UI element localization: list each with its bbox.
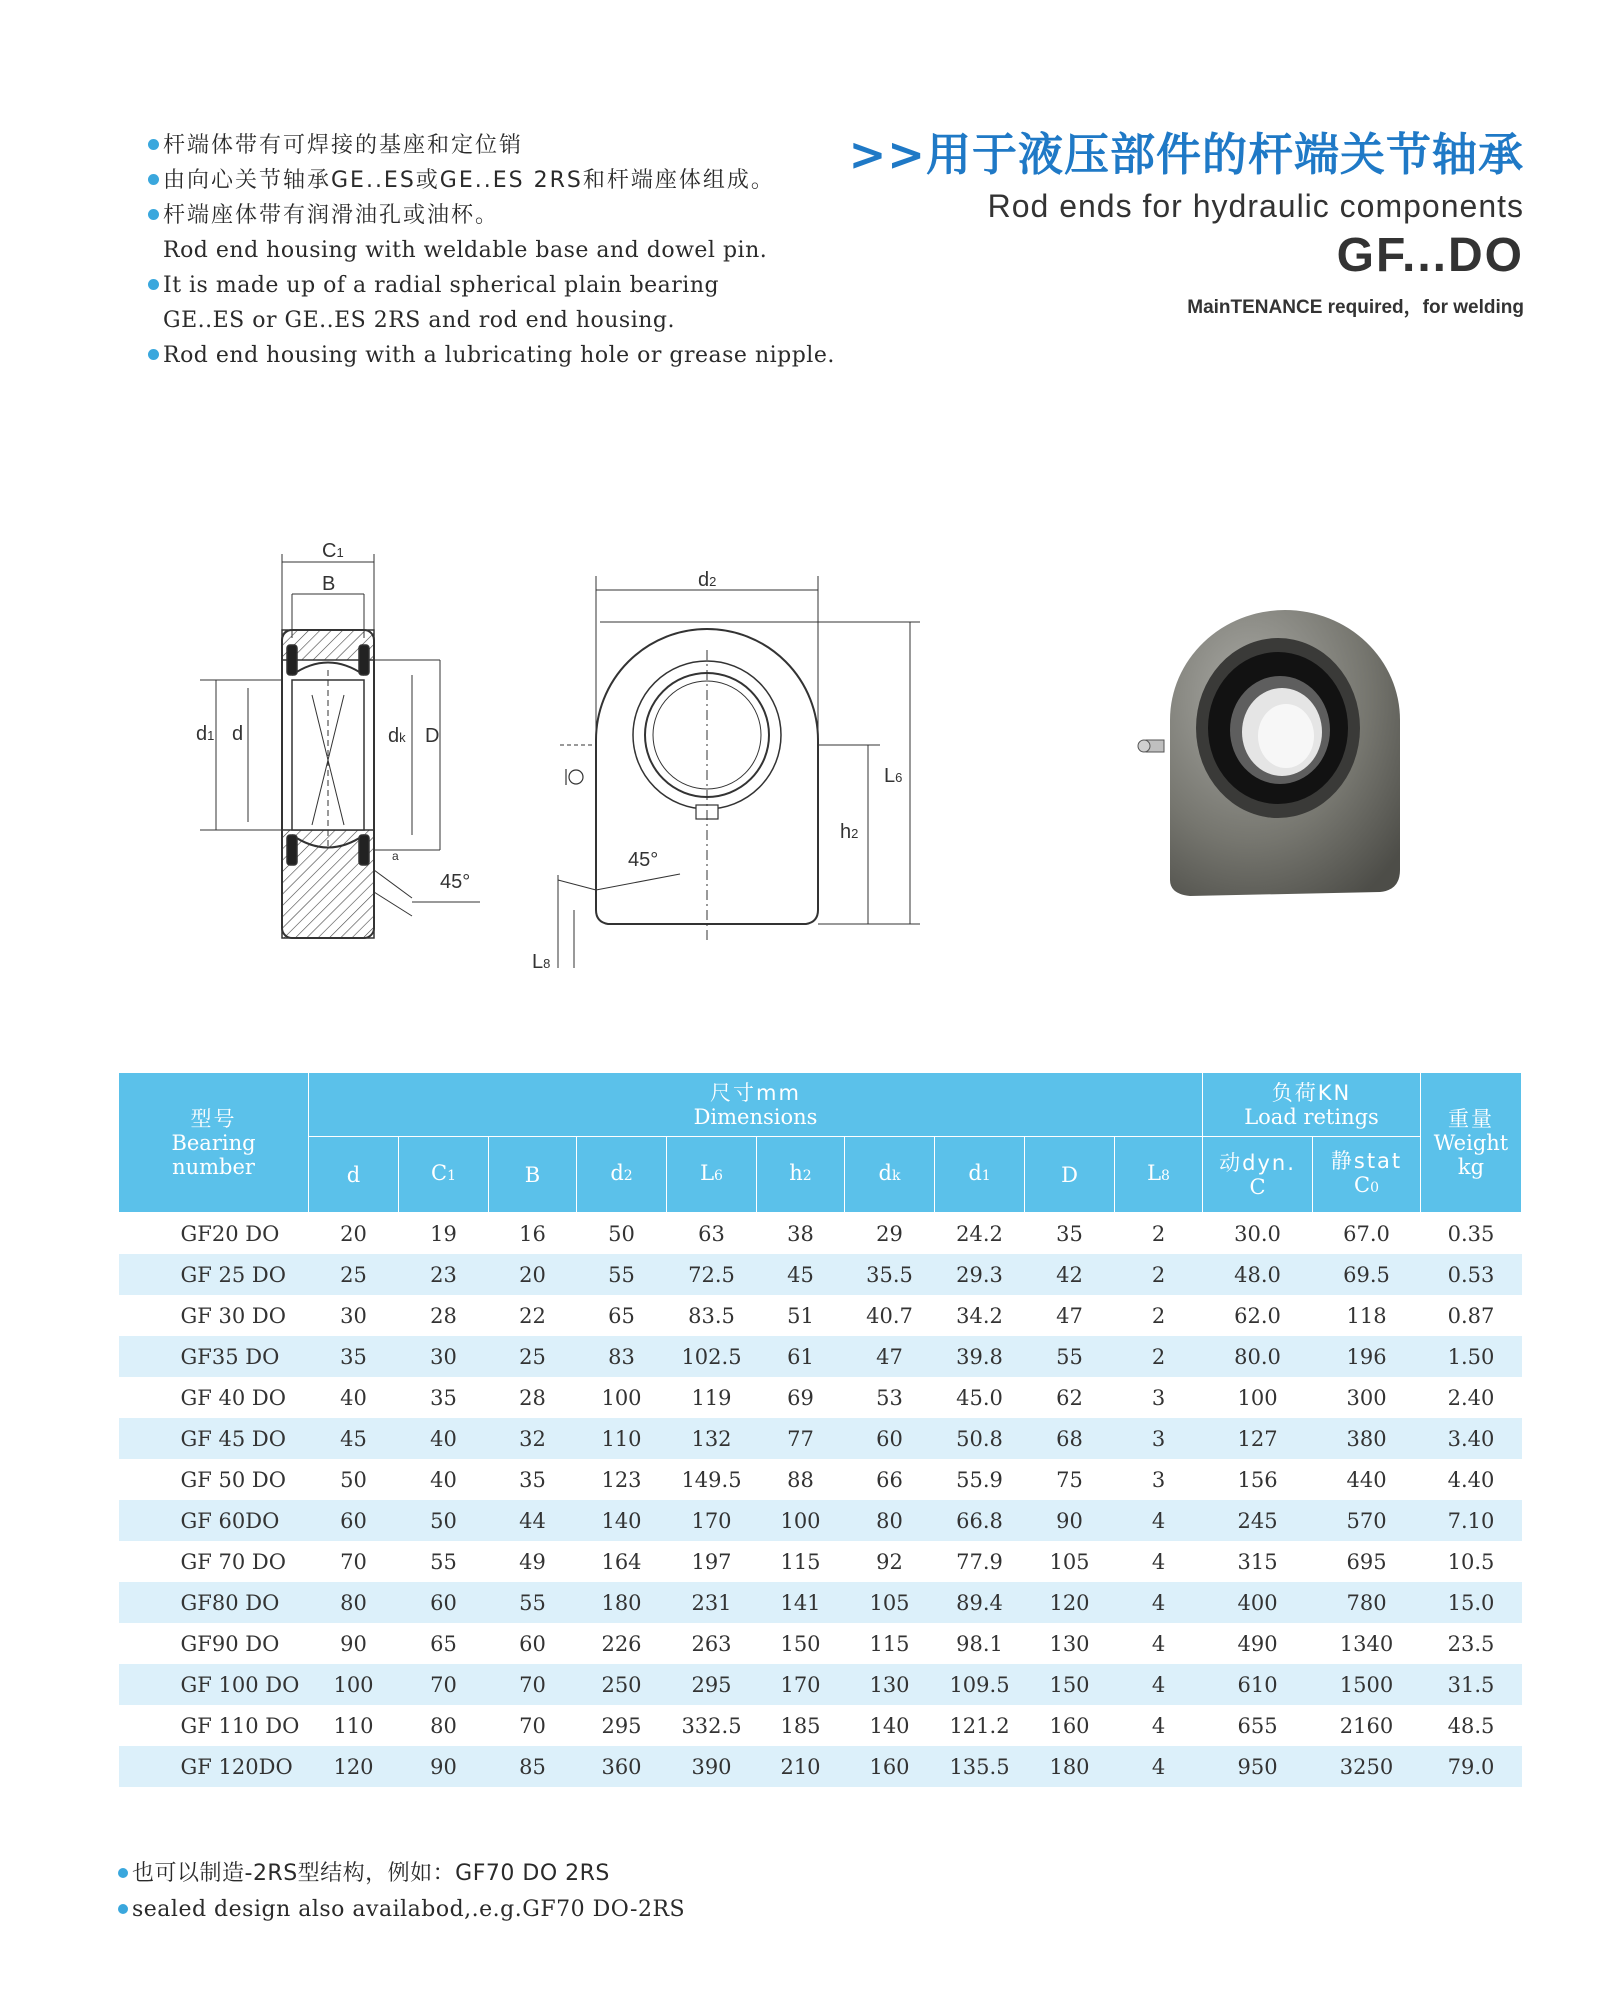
table-row bbox=[119, 1254, 1522, 1295]
table-cell: 25 bbox=[489, 1336, 577, 1377]
bearing-number-cell: GF80 DO bbox=[119, 1582, 309, 1623]
table-cell: 2.40 bbox=[1447, 1385, 1495, 1410]
table-cell: 40.7 bbox=[866, 1303, 913, 1328]
label-d: d bbox=[232, 723, 244, 745]
table-cell: 0.53 bbox=[1421, 1254, 1522, 1295]
table-row bbox=[119, 1500, 1522, 1541]
table-cell: 23.5 bbox=[1447, 1631, 1495, 1656]
page-subtitle: MainTENANCE required，for welding bbox=[1187, 297, 1524, 318]
table-cell: 70 bbox=[399, 1664, 489, 1705]
table-cell: 98.1 bbox=[956, 1631, 1003, 1656]
table-cell: 4 bbox=[1115, 1746, 1203, 1787]
table-cell: 610 bbox=[1203, 1664, 1313, 1705]
table-cell: 100 bbox=[757, 1500, 845, 1541]
bearing-number-cell: GF 45 DO bbox=[119, 1418, 309, 1459]
table-cell: 16 bbox=[519, 1221, 546, 1246]
table-cell: 70 bbox=[340, 1549, 367, 1574]
bullet-dot-icon bbox=[148, 349, 159, 360]
table-cell: 83 bbox=[577, 1336, 667, 1377]
table-cell: 28 bbox=[430, 1303, 457, 1328]
table-cell: 40 bbox=[399, 1418, 489, 1459]
table-cell: 102.5 bbox=[667, 1336, 757, 1377]
table-cell: 66 bbox=[876, 1467, 903, 1492]
label-a: a bbox=[392, 849, 399, 863]
table-cell: 62.0 bbox=[1234, 1303, 1281, 1328]
table-cell: 45 bbox=[309, 1418, 399, 1459]
table-cell: 3 bbox=[1115, 1418, 1203, 1459]
specification-rows bbox=[119, 1213, 1522, 1788]
table-cell: 77.9 bbox=[956, 1549, 1003, 1574]
table-cell: 55 bbox=[489, 1582, 577, 1623]
table-cell: 295 bbox=[601, 1713, 642, 1738]
table-row bbox=[119, 1541, 1522, 1582]
table-cell: 100 bbox=[1237, 1385, 1278, 1410]
table-cell: 3 bbox=[1151, 1385, 1166, 1410]
table-cell: 39.8 bbox=[935, 1336, 1025, 1377]
table-cell: 115 bbox=[869, 1631, 910, 1656]
table-cell: 88 bbox=[787, 1467, 814, 1492]
page-title-cn: >>用于液压部件的杆端关节轴承 bbox=[848, 128, 1524, 181]
table-cell: 135.5 bbox=[935, 1746, 1025, 1787]
table-cell: 210 bbox=[757, 1746, 845, 1787]
table-cell: 120 bbox=[309, 1746, 399, 1787]
bullet-dot-icon bbox=[148, 174, 159, 185]
table-cell: 160 bbox=[845, 1746, 935, 1787]
table-row bbox=[119, 1582, 1522, 1623]
table-cell: 35 bbox=[519, 1467, 546, 1492]
table-cell: 20 bbox=[489, 1254, 577, 1295]
table-cell: 15.0 bbox=[1421, 1582, 1522, 1623]
series-code: GF...DO bbox=[1336, 229, 1524, 282]
table-cell: 170 bbox=[667, 1500, 757, 1541]
bullet-dot-icon bbox=[118, 1868, 128, 1878]
table-cell: 185 bbox=[780, 1713, 821, 1738]
table-cell: 440 bbox=[1346, 1467, 1387, 1492]
table-cell: 300 bbox=[1346, 1385, 1387, 1410]
table-cell: 109.5 bbox=[935, 1664, 1025, 1705]
table-cell: 90 bbox=[399, 1746, 489, 1787]
col-header-c1: C1 bbox=[399, 1137, 489, 1213]
table-cell: 2 bbox=[1151, 1303, 1166, 1328]
label-angle-left: 45° bbox=[440, 871, 471, 893]
col-header-model: 型号 Bearing number bbox=[119, 1073, 309, 1213]
table-cell: 60 bbox=[845, 1418, 935, 1459]
table-cell: 1.50 bbox=[1421, 1336, 1522, 1377]
table-cell: 35 bbox=[430, 1385, 457, 1410]
feature-item: Rod end housing with a lubricating hole or grease nipple. bbox=[148, 338, 808, 373]
label-l8: L8 bbox=[532, 951, 551, 973]
table-cell: 231 bbox=[667, 1582, 757, 1623]
bullet-dot-icon bbox=[148, 279, 159, 290]
table-cell: 40 bbox=[430, 1467, 457, 1492]
table-cell: 0.87 bbox=[1447, 1303, 1495, 1328]
table-cell: 66.8 bbox=[935, 1500, 1025, 1541]
table-cell: 60 bbox=[519, 1631, 546, 1656]
table-cell: 44 bbox=[489, 1500, 577, 1541]
table-cell: 29 bbox=[876, 1221, 903, 1246]
table-cell: 245 bbox=[1203, 1500, 1313, 1541]
table-cell: 4 bbox=[1151, 1549, 1166, 1574]
col-header-d2: d2 bbox=[577, 1137, 667, 1213]
table-cell: 196 bbox=[1313, 1336, 1421, 1377]
table-cell: 50 bbox=[340, 1467, 367, 1492]
table-row bbox=[119, 1377, 1522, 1418]
label-angle-right: 45° bbox=[628, 849, 659, 871]
footnote-cn: 也可以制造-2RS型结构，例如：GF70 DO 2RS bbox=[118, 1856, 685, 1892]
bearing-number-cell: GF35 DO bbox=[119, 1336, 309, 1377]
table-cell: 570 bbox=[1313, 1500, 1421, 1541]
table-cell: 75 bbox=[1056, 1467, 1083, 1492]
table-row bbox=[119, 1623, 1522, 1664]
table-cell: 132 bbox=[667, 1418, 757, 1459]
col-header-stat: 静stat C0 bbox=[1313, 1137, 1421, 1213]
table-cell: 83.5 bbox=[688, 1303, 735, 1328]
table-row bbox=[119, 1664, 1522, 1705]
table-cell: 197 bbox=[691, 1549, 732, 1574]
table-row bbox=[119, 1746, 1522, 1787]
table-cell: 149.5 bbox=[681, 1467, 742, 1492]
table-cell: 4 bbox=[1115, 1664, 1203, 1705]
table-cell: 61 bbox=[757, 1336, 845, 1377]
col-header-h2: h2 bbox=[757, 1137, 845, 1213]
table-cell: 105 bbox=[845, 1582, 935, 1623]
table-cell: 4.40 bbox=[1447, 1467, 1495, 1492]
table-cell: 63 bbox=[698, 1221, 725, 1246]
table-cell: 68 bbox=[1025, 1418, 1115, 1459]
table-cell: 35.5 bbox=[845, 1254, 935, 1295]
bearing-number-cell: GF 60DO bbox=[119, 1500, 309, 1541]
table-cell: 2160 bbox=[1339, 1713, 1394, 1738]
feature-item: 杆端体带有可焊接的基座和定位销 bbox=[148, 128, 808, 163]
table-cell: 42 bbox=[1025, 1254, 1115, 1295]
table-cell: 89.4 bbox=[935, 1582, 1025, 1623]
table-cell: 119 bbox=[691, 1385, 732, 1410]
bearing-number-cell: GF 50 DO bbox=[180, 1467, 286, 1492]
feature-item: Rod end housing with weldable base and dowel pin. bbox=[163, 238, 768, 263]
label-big-d: D bbox=[425, 725, 440, 747]
table-cell: 1340 bbox=[1339, 1631, 1394, 1656]
label-d1: d1 bbox=[196, 723, 215, 745]
col-header-weight: 重量 Weight kg bbox=[1421, 1073, 1522, 1213]
table-row bbox=[119, 1295, 1522, 1336]
table-cell: 123 bbox=[601, 1467, 642, 1492]
table-cell: 80 bbox=[430, 1713, 457, 1738]
table-cell: 80 bbox=[845, 1500, 935, 1541]
table-cell: 80 bbox=[309, 1582, 399, 1623]
col-header-dimensions: 尺寸mm Dimensions bbox=[309, 1073, 1203, 1137]
table-cell: 105 bbox=[1049, 1549, 1090, 1574]
table-cell: 110 bbox=[333, 1713, 374, 1738]
table-cell: 45 bbox=[757, 1254, 845, 1295]
table-row bbox=[119, 1336, 1522, 1377]
table-cell: 92 bbox=[876, 1549, 903, 1574]
bearing-number-cell: GF20 DO bbox=[180, 1221, 280, 1246]
feature-list bbox=[148, 128, 835, 373]
feature-item: 由向心关节轴承GE..ES或GE..ES 2RS和杆端座体组成。 bbox=[148, 163, 808, 198]
bearing-number-cell: GF90 DO bbox=[180, 1631, 280, 1656]
specification-table bbox=[118, 1072, 1522, 1787]
table-cell: 28 bbox=[519, 1385, 546, 1410]
table-cell: 55 bbox=[577, 1254, 667, 1295]
bullet-dot-icon bbox=[118, 1904, 128, 1914]
table-cell: 50 bbox=[399, 1500, 489, 1541]
table-cell: 65 bbox=[430, 1631, 457, 1656]
table-cell: 110 bbox=[577, 1418, 667, 1459]
table-cell: 34.2 bbox=[956, 1303, 1003, 1328]
table-cell: 332.5 bbox=[681, 1713, 742, 1738]
table-cell: 65 bbox=[608, 1303, 635, 1328]
table-cell: 20 bbox=[340, 1221, 367, 1246]
table-cell: 2 bbox=[1115, 1336, 1203, 1377]
table-cell: 263 bbox=[691, 1631, 732, 1656]
table-cell: 7.10 bbox=[1421, 1500, 1522, 1541]
table-cell: 25 bbox=[309, 1254, 399, 1295]
technical-drawing bbox=[0, 520, 960, 990]
table-cell: 118 bbox=[1346, 1303, 1387, 1328]
table-cell: 47 bbox=[1056, 1303, 1083, 1328]
label-c1: C1 bbox=[322, 540, 344, 562]
table-cell: 51 bbox=[787, 1303, 814, 1328]
table-cell: 4 bbox=[1115, 1582, 1203, 1623]
table-cell: 62 bbox=[1056, 1385, 1083, 1410]
table-cell: 226 bbox=[601, 1631, 642, 1656]
col-header-d: d bbox=[309, 1137, 399, 1213]
table-cell: 100 bbox=[309, 1664, 399, 1705]
bearing-number-cell: GF 120DO bbox=[119, 1746, 309, 1787]
label-h2: h2 bbox=[840, 821, 859, 843]
table-cell: 30 bbox=[399, 1336, 489, 1377]
bearing-section-view bbox=[196, 540, 480, 938]
table-cell: 3250 bbox=[1313, 1746, 1421, 1787]
table-cell: 55.9 bbox=[956, 1467, 1003, 1492]
table-cell: 77 bbox=[757, 1418, 845, 1459]
table-cell: 55 bbox=[1025, 1336, 1115, 1377]
table-cell: 655 bbox=[1237, 1713, 1278, 1738]
table-cell: 24.2 bbox=[956, 1221, 1003, 1246]
table-cell: 47 bbox=[845, 1336, 935, 1377]
bullet-dot-icon bbox=[148, 139, 159, 150]
table-cell: 3.40 bbox=[1421, 1418, 1522, 1459]
table-cell: 48.0 bbox=[1203, 1254, 1313, 1295]
table-cell: 4 bbox=[1151, 1631, 1166, 1656]
footnotes bbox=[118, 1856, 685, 1928]
bearing-number-cell: GF 70 DO bbox=[180, 1549, 286, 1574]
table-cell: 19 bbox=[430, 1221, 457, 1246]
table-cell: 67.0 bbox=[1343, 1221, 1390, 1246]
table-cell: 250 bbox=[577, 1664, 667, 1705]
table-cell: 295 bbox=[667, 1664, 757, 1705]
table-cell: 1500 bbox=[1313, 1664, 1421, 1705]
table-cell: 150 bbox=[1025, 1664, 1115, 1705]
table-cell: 315 bbox=[1237, 1549, 1278, 1574]
table-cell: 32 bbox=[489, 1418, 577, 1459]
table-cell: 69 bbox=[787, 1385, 814, 1410]
table-cell: 127 bbox=[1203, 1418, 1313, 1459]
table-row bbox=[119, 1705, 1522, 1746]
col-header-load: 负荷KN Load retings bbox=[1203, 1073, 1421, 1137]
feature-item: 杆端座体带有润滑油孔或油杯。 bbox=[148, 198, 808, 233]
table-row bbox=[119, 1418, 1522, 1459]
table-cell: 29.3 bbox=[935, 1254, 1025, 1295]
bearing-number-cell: GF 110 DO bbox=[180, 1713, 300, 1738]
table-cell: 55 bbox=[430, 1549, 457, 1574]
table-cell: 23 bbox=[399, 1254, 489, 1295]
table-cell: 85 bbox=[489, 1746, 577, 1787]
table-cell: 30 bbox=[340, 1303, 367, 1328]
table-cell: 490 bbox=[1237, 1631, 1278, 1656]
label-d2: d2 bbox=[698, 569, 717, 591]
table-cell: 45.0 bbox=[956, 1385, 1003, 1410]
table-cell: 53 bbox=[876, 1385, 903, 1410]
table-cell: 400 bbox=[1203, 1582, 1313, 1623]
table-cell: 140 bbox=[869, 1713, 910, 1738]
col-header-l6: L6 bbox=[667, 1137, 757, 1213]
col-header-d1: d1 bbox=[935, 1137, 1025, 1213]
page-title-en: Rod ends for hydraulic components bbox=[987, 188, 1524, 224]
label-dk: dk bbox=[388, 725, 406, 747]
col-header-l8: L8 bbox=[1115, 1137, 1203, 1213]
table-cell: 0.35 bbox=[1447, 1221, 1495, 1246]
product-photo bbox=[1130, 570, 1430, 910]
table-row bbox=[119, 1459, 1522, 1500]
table-cell: 48.5 bbox=[1447, 1713, 1495, 1738]
table-cell: 180 bbox=[577, 1582, 667, 1623]
table-cell: 360 bbox=[577, 1746, 667, 1787]
table-cell: 130 bbox=[845, 1664, 935, 1705]
table-cell: 4 bbox=[1115, 1500, 1203, 1541]
col-header-dyn: 动dyn. C bbox=[1203, 1137, 1313, 1213]
table-cell: 170 bbox=[757, 1664, 845, 1705]
table-cell: 10.5 bbox=[1447, 1549, 1495, 1574]
table-cell: 70 bbox=[489, 1664, 577, 1705]
table-cell: 140 bbox=[577, 1500, 667, 1541]
table-cell: 40 bbox=[340, 1385, 367, 1410]
table-cell: 115 bbox=[780, 1549, 821, 1574]
table-cell: 100 bbox=[601, 1385, 642, 1410]
table-cell: 35 bbox=[1056, 1221, 1083, 1246]
table-cell: 50.8 bbox=[935, 1418, 1025, 1459]
table-cell: 3 bbox=[1151, 1467, 1166, 1492]
feature-item: It is made up of a radial spherical plain bearing bbox=[148, 268, 808, 303]
bearing-number-cell: GF 25 DO bbox=[119, 1254, 309, 1295]
footnote-en: sealed design also availabod,.e.g.GF70 DO-2RS bbox=[118, 1892, 685, 1928]
col-header-big-d: D bbox=[1025, 1137, 1115, 1213]
col-header-b: B bbox=[489, 1137, 577, 1213]
table-cell: 35 bbox=[309, 1336, 399, 1377]
table-cell: 695 bbox=[1346, 1549, 1387, 1574]
table-cell: 90 bbox=[1025, 1500, 1115, 1541]
table-cell: 60 bbox=[309, 1500, 399, 1541]
rod-end-front-view bbox=[532, 569, 920, 973]
table-row bbox=[119, 1213, 1522, 1255]
bearing-number-cell: GF 30 DO bbox=[180, 1303, 286, 1328]
table-cell: 80.0 bbox=[1203, 1336, 1313, 1377]
col-header-dk: dk bbox=[845, 1137, 935, 1213]
table-cell: 70 bbox=[519, 1713, 546, 1738]
table-cell: 780 bbox=[1313, 1582, 1421, 1623]
bullet-dot-icon bbox=[148, 209, 159, 220]
table-cell: 130 bbox=[1049, 1631, 1090, 1656]
table-cell: 72.5 bbox=[667, 1254, 757, 1295]
table-cell: 2 bbox=[1151, 1221, 1166, 1246]
bearing-number-cell: GF 100 DO bbox=[119, 1664, 309, 1705]
feature-item: GE..ES or GE..ES 2RS and rod end housing. bbox=[163, 308, 675, 333]
bearing-number-cell: GF 40 DO bbox=[180, 1385, 286, 1410]
table-cell: 38 bbox=[787, 1221, 814, 1246]
table-cell: 141 bbox=[757, 1582, 845, 1623]
table-cell: 121.2 bbox=[949, 1713, 1010, 1738]
table-cell: 150 bbox=[780, 1631, 821, 1656]
table-cell: 79.0 bbox=[1421, 1746, 1522, 1787]
table-cell: 90 bbox=[340, 1631, 367, 1656]
label-b: B bbox=[322, 573, 336, 595]
table-cell: 164 bbox=[601, 1549, 642, 1574]
table-cell: 160 bbox=[1049, 1713, 1090, 1738]
table-cell: 4 bbox=[1151, 1713, 1166, 1738]
table-cell: 380 bbox=[1313, 1418, 1421, 1459]
table-cell: 156 bbox=[1237, 1467, 1278, 1492]
table-cell: 120 bbox=[1025, 1582, 1115, 1623]
table-cell: 2 bbox=[1115, 1254, 1203, 1295]
table-cell: 950 bbox=[1203, 1746, 1313, 1787]
table-cell: 180 bbox=[1025, 1746, 1115, 1787]
table-cell: 31.5 bbox=[1421, 1664, 1522, 1705]
table-cell: 50 bbox=[608, 1221, 635, 1246]
table-cell: 22 bbox=[519, 1303, 546, 1328]
table-cell: 390 bbox=[667, 1746, 757, 1787]
table-cell: 30.0 bbox=[1234, 1221, 1281, 1246]
table-cell: 49 bbox=[519, 1549, 546, 1574]
label-l6: L6 bbox=[884, 765, 903, 787]
table-cell: 60 bbox=[399, 1582, 489, 1623]
table-cell: 69.5 bbox=[1313, 1254, 1421, 1295]
